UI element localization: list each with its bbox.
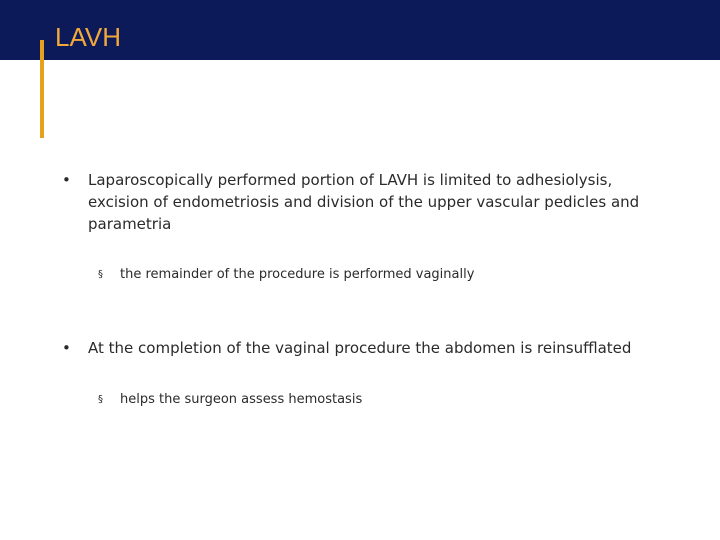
- bullet-item-1: [62, 169, 642, 235]
- sub-bullet-text: the remainder of the procedure is performed vaginally: [120, 267, 475, 282]
- sub-bullet-marker: §: [98, 394, 103, 405]
- bullet-marker: •: [62, 339, 71, 357]
- bullet-text: At the completion of the vaginal procedure the abdomen is reinsufflated: [88, 339, 632, 357]
- slide-title: LAVH: [55, 22, 121, 52]
- bullet-text: Laparoscopically performed portion of LAVH is limited to adhesiolysis, excision of endometriosis and division of the upper vascular pedicles and parametria: [88, 171, 640, 233]
- sub-bullet-marker: §: [98, 269, 103, 280]
- bullet-item-2: [62, 337, 642, 359]
- bullet-marker: •: [62, 171, 71, 189]
- sub-bullet-item-1: [98, 265, 638, 285]
- sub-bullet-item-2: [98, 390, 638, 410]
- sub-bullet-text: helps the surgeon assess hemostasis: [120, 392, 363, 407]
